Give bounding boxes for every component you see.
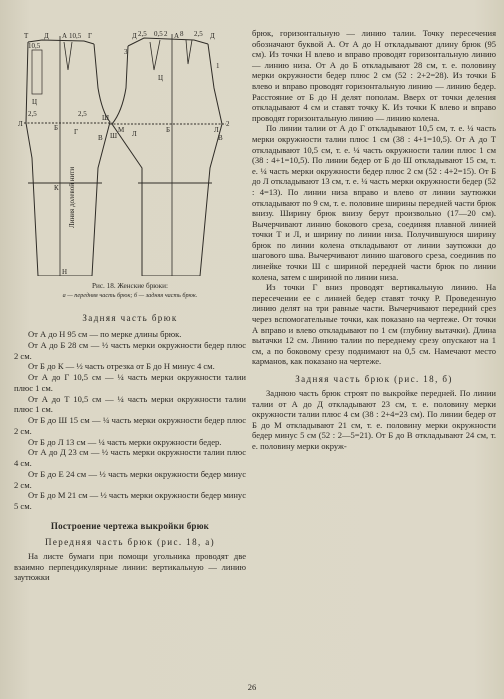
label-b: Б <box>54 124 59 132</box>
label-m: М <box>118 126 125 134</box>
page-number: 26 <box>247 682 257 692</box>
label-back-d1: Д <box>132 32 137 40</box>
left-column <box>14 28 246 583</box>
measure-item: От А до Д 23 см — ½ часть мерки окружности талии плюс 4 см. <box>14 447 246 468</box>
num-b-2: 2 <box>164 30 168 38</box>
num-a-1: 10,5 <box>28 42 41 50</box>
label-t: Т <box>24 32 29 40</box>
measure-item: От А до Б 28 см — ½ часть мерки окружности бедер плюс 2 см. <box>14 339 246 361</box>
num-b-6: 1 <box>216 62 220 70</box>
label-g2: Г <box>74 128 79 136</box>
label-v: В <box>98 134 103 142</box>
paragraph-2: По линии талии от А до Г откладывают 10,5 см, т. е. ¼ часть мерки окружности талии плюс 1 см (38 : 4+1=10,5). От А до Т откладывают 10,5 см, т. е. ¼ часть окружности талии плюс 1 см (38 : 4+1=10,5). По линии бедер от Б до Ш откладывают 15 см, т. е. ¼ часть мерки окружности бедер плюс 2 см (52 : 4+2=15). От Б до Л откладывают 13 см, т. е. ¼ часть мерки окружности бедер (52 : 4=13). По линии низа вправо и влево от линии заутюжки откладывают по 9 см, т. е. половине ширины передней части брюк внизу. Ширину брюк внизу берут произвольно (17—20 см). Вычерчивают линию бокового среза, соединяя плавной линией точки Т и Л, и ширину по линии низа. Получившуюся ширину брюк по линии колена откладывают от линии заутюжки до шагового шва. Вычерчивают линию шагового среза, соединив по линейке точки Ш с шириной передней части брюк по линии колена, затем с шириной по линии низа. <box>252 123 496 282</box>
section-title-build: Построение чертежа выкройки брюк <box>50 520 210 531</box>
num-a-3: 2,5 <box>78 110 87 118</box>
section-title-back: Задняя часть брюк <box>82 313 178 323</box>
measure-item: От Б до М 21 см — ½ часть мерки окружности бедер минус 5 см. <box>14 490 246 511</box>
measure-item: От Б до Е 24 см — ½ часть мерки окружности бедер минус 2 см. <box>14 468 246 490</box>
back-paragraph: Заднюю часть брюк строят по выкройке передней. По линии талии от А до Д откладывают 23 см, т. е. половину мерки окружности талии плюс 4 см (38 : 2+4=23 см). По линии бедер от Б до М откладывают 21 см, т. е. половину мерки окружности бедер минус 5 см (52 : 2—5=21). От Б до В откладывают 24 см, т. е. половину мерки окруж- <box>252 388 496 451</box>
label-back-sh: Ш <box>110 132 118 140</box>
measure-item: От А до Г 10,5 см — ¼ часть мерки окружности талии плюс 1 см. <box>14 372 246 393</box>
label-ts: Ц <box>32 98 38 106</box>
pattern-drawing <box>14 28 246 276</box>
figure-caption <box>14 282 246 300</box>
num-b-7: 2 <box>226 120 230 128</box>
grain-line-label: Линия долевой нити <box>68 166 76 228</box>
num-b-1: 0,5 <box>154 30 163 38</box>
measure-item: От Б до Ш 15 см — ¼ часть мерки окружности бедер плюс 2 см. <box>14 415 246 436</box>
num-a-2: 2,5 <box>28 110 37 118</box>
label-l2: Л <box>132 130 137 138</box>
measure-item: От Б до Л 13 см — ¼ часть мерки окружности бедер. <box>28 436 222 447</box>
measure-item: От А до Т 10,5 см — ¼ часть мерки окружности талии плюс 1 см. <box>14 393 246 415</box>
label-k: К <box>54 184 59 192</box>
label-back-ts: Ц <box>158 74 164 82</box>
caption-subtitle: а — передняя часть брюк; б — задняя часть брюк. <box>62 292 198 299</box>
label-back-d2: Д <box>210 32 215 40</box>
num-b-4: 8 <box>180 30 184 38</box>
label-back-b: Б <box>166 126 171 134</box>
num-b-5: 3 <box>124 48 128 56</box>
measurements-list <box>14 329 246 512</box>
measure-item: От А до Н 95 см — по мерке длины брюк. <box>28 329 182 339</box>
section-title-front: Передняя часть брюк (рис. 18, а) <box>44 536 216 547</box>
label-back-a: А <box>174 32 180 40</box>
label-back-v: В <box>218 134 223 142</box>
label-n: Н <box>62 268 68 276</box>
front-intro-paragraph: На листе бумаги при помощи угольника проводят две взаимно перпендикулярные линии: вертикальную — линию заутюжки <box>14 550 246 583</box>
label-g: Г <box>88 32 93 40</box>
num-a-0: 10,5 <box>69 32 82 40</box>
label-a: А <box>62 32 68 40</box>
label-back-l: Л <box>214 126 219 134</box>
measure-item: От Б до К — ½ часть отрезка от Б до Н минус 4 см. <box>28 361 215 372</box>
section-title-back-2: Задняя часть брюк (рис. 18, б) <box>295 374 453 384</box>
label-l: Л <box>18 120 23 128</box>
label-d: Д <box>44 32 49 40</box>
trouser-pattern-figure <box>14 28 246 304</box>
paragraph-1: брюк, горизонтальную — линию талии. Точку пересечения обозначают буквой А. От А до Н откладывают длину брюк (95 см). Из точки Н влево и вправо проводят горизонтальную линию — линию низа. От А до Б откладывают 28 см, т. е. половину мерки окружности бедер плюс 2 см (52 : 2+2=28). Из точки Б влево и вправо проводят горизонтальную линию — линию бедер. Расстояние от Б до Н делят пополам. Вверх от точки деления откладывают 4 см и ставят точку К. Из точки К влево и вправо проводят горизонтальную линию — линию колена. <box>252 28 496 123</box>
paragraph-3: Из точки Г вниз проводят вертикальную линию. На пересечении ее с линией бедер ставят точку Р. Проведенную линию делят на три равные части. Вычерчивают передний срез через вспомогательные точки, как показано на чертеже. От точки А вправо и влево откладывают по 1 см (глубину вытачки). Длина вытачки 12 см. Линию талии по переднему срезу опускают на 1 см, а по боковому срезу поднимают на 0,5 см. Намечают место карманов, как показано на чертеже. <box>252 282 496 367</box>
label-sh: Ш <box>102 114 110 122</box>
caption-title: Рис. 18. Женские брюки: <box>92 282 168 290</box>
num-b-3: 2,5 <box>194 30 203 38</box>
num-b-0: 2,5 <box>138 30 147 38</box>
right-column <box>252 28 496 452</box>
